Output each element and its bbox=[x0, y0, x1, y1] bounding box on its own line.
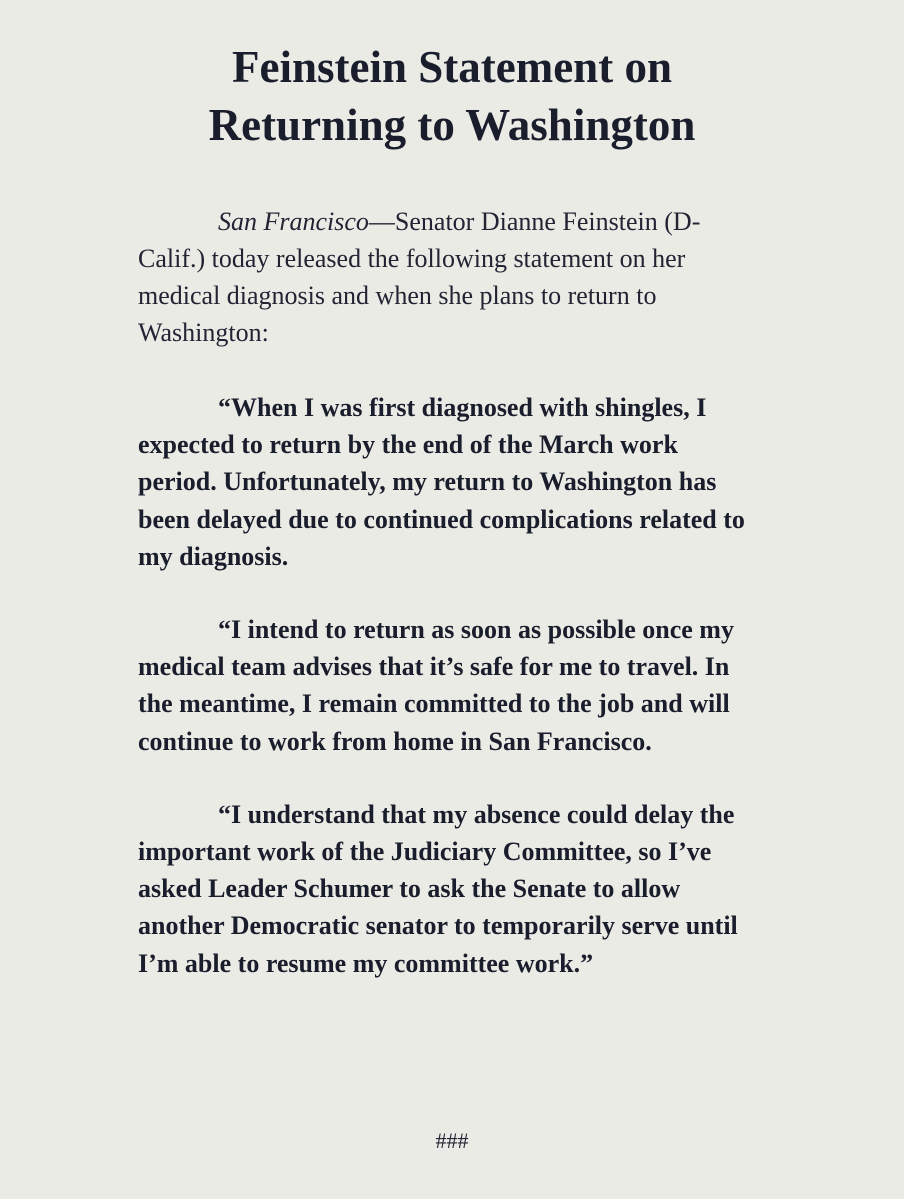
page-title bbox=[0, 38, 904, 154]
statement-body bbox=[138, 203, 758, 1018]
lead-text: —Senator Dianne Feinstein (D-Calif.) today released the following statement on her medical diagnosis and when she plans to return to Washington: bbox=[138, 207, 701, 347]
end-mark: ### bbox=[435, 1128, 469, 1153]
title-line-1: Feinstein Statement on bbox=[232, 42, 672, 92]
quote-paragraph-1: “When I was first diagnosed with shingles, I expected to return by the end of the March work period. Unfortunately, my return to Washington has been delayed due to continued complications related to my diagnosis. bbox=[138, 393, 745, 571]
quote-paragraph-2: “I intend to return as soon as possible once my medical team advises that it’s safe for me to travel. In the meantime, I remain committed to the job and will continue to work from home in San Francisco. bbox=[138, 615, 734, 756]
lead-paragraph bbox=[138, 203, 758, 351]
dateline-place: San Francisco bbox=[218, 207, 369, 236]
quote-paragraph-3: “I understand that my absence could delay the important work of the Judiciary Committee, so I’ve asked Leader Schumer to ask the Senate to allow another Democratic senator to temporarily serve until I’m able to resume my committee work.” bbox=[138, 799, 738, 978]
title-line-2: Returning to Washington bbox=[208, 100, 696, 150]
